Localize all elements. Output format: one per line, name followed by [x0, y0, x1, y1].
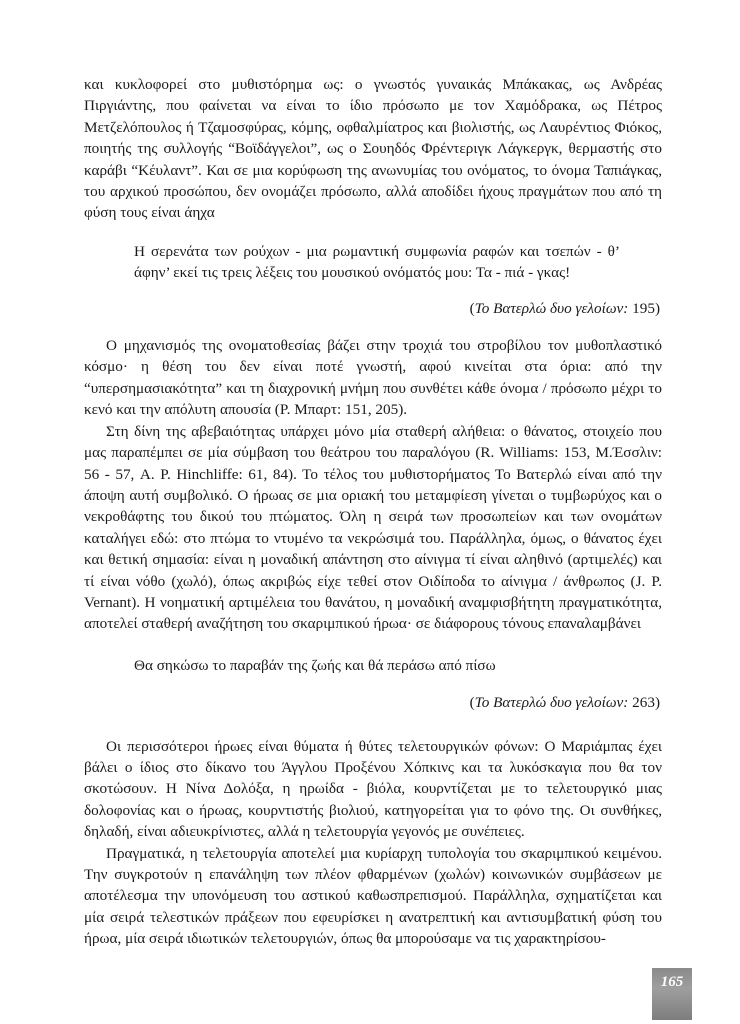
quote-2-citation-title: Το Βατερλώ δυο γελοίων: [474, 694, 629, 712]
paragraph-5: Πραγματικά, η τελετουργία αποτελεί μια κυρίαρχη τυπολογία του σκαριμπικού κειμένου. Την συγκροτούν η επανάληψη των πλέον φθαρμένων (χωλών) κοινωνικών συμβάσεων με αποτέλεσμα την υπονόμευση του αστικού καθωσπρεπισμού. Παράλληλα, σχηματίζεται και μία σειρά τελεστικών πράξεων που εφευρίσκει η ανατρεπτική και αντισυμβατική φύση του ήρωα, μία σειρά ιδιωτικών τελετουργιών, όπως θα μπορούσαμε να τις χαρακτηρίσου- [84, 844, 662, 948]
quote-2-citation: (Το Βατερλώ δυο γελοίων: 263) [469, 694, 660, 712]
paragraph-4: Οι περισσότεροι ήρωες είναι θύματα ή θύτες τελετουργικών φόνων: Ο Μαριάμπας έχει βάλει ο ίδιος στο δίκανο του Άγγλου Προξένου Χόπκινς και τα λυκόσκαγια που θα τον σκοτώσουν. Η Νίνα Δολόξα, η ηρωίδα - βιόλα, κουρντίζεται με το τελετουργικό μιας δολοφονίας και ο ήρωας, κουρντιστής βιολιού, κατηγορείται για το φόνο της. Οι συνθήκες, δηλαδή, είναι αδιευκρίνιστες, αλλά η τελετουργία γεγονός με συνέπειες. [84, 737, 662, 841]
paragraph-3: Στη δίνη της αβεβαιότητας υπάρχει μόνο μία σταθερή αλήθεια: ο θάνατος, στοιχείο που μας παραπέμπει σε μία σύμβαση του θεάτρου του παραλόγου (R. Williams: 153, Μ.Έσσλιν: 56 - 57, A. P. Hinchliffe: 61, 84). Το τέλος του μυθιστορήματος Το Βατερλώ είναι από την άποψη αυτή συμβολικό. Ο ήρωας σε μια οριακή του μεταμφίεση γίνεται ο τυμβωρύχος και ο νεκροθάφτης του δικού του πτώματος. Όλη η σειρά των προσωπείων και των ονομάτων καταλήγει εδώ: στο πτώμα το ντυμένο τα νεκρώσιμά του. Παράλληλα, όμως, ο θάνατος έχει και θετική σημασία: είναι η μοναδική απάντηση στο αίνιγμα τί είναι αληθινό (αρτιμελές) και τί είναι νόθο (χωλό), όπως ακριβώς είχε τεθεί στον Οιδίποδα το αίνιγμα / άνθρωπος (J. P. Vernant). Η νοηματική αρτιμέλεια του θανάτου, η μοναδική αναμφισβήτητη πραγματικότητα, αποτελεί σταθερή αναζήτηση του σκαριμπικού ήρωα· σε διάφορους τόνους επαναλαμβάνει [84, 422, 662, 633]
quote-1-citation-title: Το Βατερλώ δυο γελοίων: [474, 299, 629, 317]
paragraph-1: και κυκλοφορεί στο μυθιστόρημα ως: ο γνωστός γυναικάς Μπάκακας, ως Ανδρέας Πιργιάντης, που φαίνεται να είναι το ίδιο πρόσωπο με τον Χαμόδρακα, ως Πέτρος Μετζελόπουλος ή Τζαμοσφύρας, κόμης, οφθαλμίατρος και βιολιστής, ως Λαυρέντιος Φιόκος, ποιητής της συλλογής “Βοϊδάγγελοι”, ως ο Σουηδός Φρέντεριγκ Λάγκεργκ, θερμαστής στο καράβι “Κέυλαντ”. Και σε μια κορύφωση της ανωνυμίας του ονόματος, το όνομα Ταπιάγκας, του αρχικού προσώπου, δεν ονομάζει πρόσωπο, αλλά αποδίδει ήχους πραγμάτων που από τη φύση τους είναι άηχα [84, 76, 662, 222]
document-page [84, 74, 662, 950]
block-quote-1: Η σερενάτα των ρούχων - μια ρωμαντική συμφωνία ραφών και τσεπών - θ’ άφην’ εκεί τις τρεις λέξεις του μουσικού ονόματός μου: Τα - πιά - γκας! [134, 242, 620, 282]
block-quote-2: Θα σηκώσω το παραβάν της ζωής και θά περάσω από πίσω [134, 656, 496, 674]
quote-1-citation: (Το Βατερλώ δυο γελοίων: 195) [469, 299, 660, 317]
page-number: 165 [652, 968, 692, 1020]
paragraph-2: Ο μηχανισμός της ονοματοθεσίας βάζει στην τροχιά του στροβίλου τον μυθοπλαστικό κόσμο· η θέση του δεν είναι ποτέ γνωστή, αφού κινείται στα όρια: από την “υπερσημασιακότητα” και τη διαχρονική μνήμη που συνθέτει κάθε όνομα / πρόσωπο μέχρι το κενό και την απόλυτη απουσία (Ρ. Μπαρτ: 151, 205). [84, 337, 662, 419]
